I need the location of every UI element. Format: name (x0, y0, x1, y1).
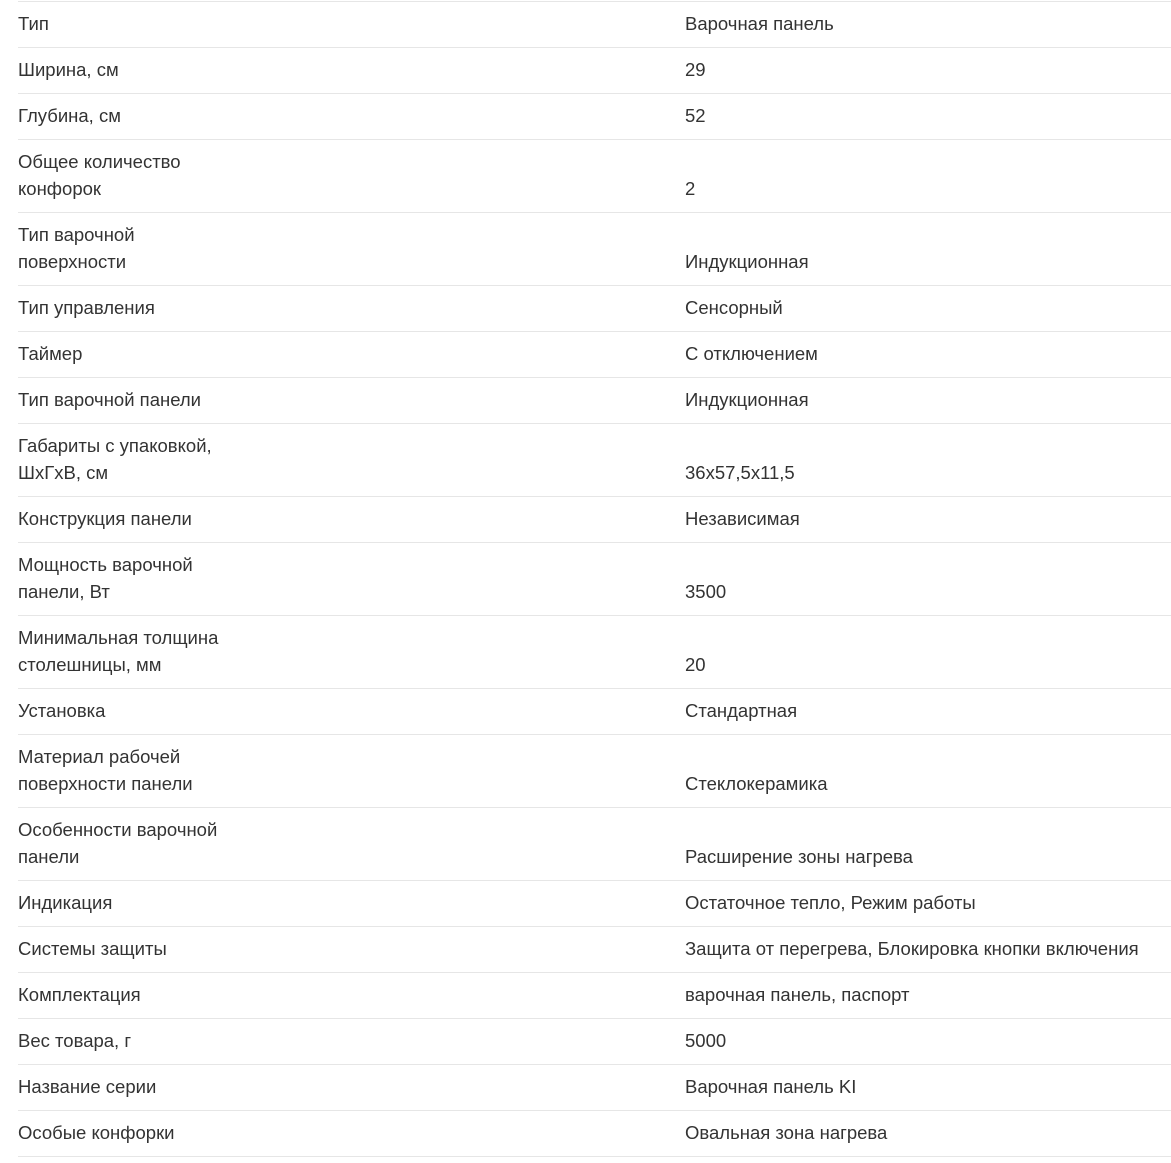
spec-value: С отключением (685, 343, 818, 364)
spec-value: Независимая (685, 508, 800, 529)
spec-label: Конструкция панели (18, 508, 192, 529)
spec-label: Вес товара, г (18, 1030, 132, 1051)
spec-value: Стеклокерамика (685, 773, 828, 794)
spec-row-depth (18, 94, 1171, 140)
spec-label: Общее количество конфорок (18, 151, 181, 199)
spec-label: Системы защиты (18, 938, 167, 959)
spec-row-package-dimensions (18, 424, 1171, 497)
spec-label: Таймер (18, 343, 83, 364)
spec-label: Тип варочной панели (18, 389, 202, 410)
spec-value: 36x57,5x11,5 (685, 462, 795, 483)
spec-label: Глубина, см (18, 105, 121, 126)
spec-label: Тип управления (18, 297, 155, 318)
spec-row-countertop-thickness (18, 616, 1171, 689)
spec-value: Остаточное тепло, Режим работы (685, 892, 976, 913)
spec-label: Комплектация (18, 984, 141, 1005)
spec-row-protection (18, 927, 1171, 973)
spec-value: 20 (685, 654, 706, 675)
spec-label: Габариты с упаковкой, ШхГхВ, см (18, 435, 212, 483)
spec-row-construction (18, 497, 1171, 543)
spec-row-package-contents (18, 973, 1171, 1019)
spec-label: Название серии (18, 1076, 157, 1097)
spec-value: варочная панель, паспорт (685, 984, 910, 1005)
spec-row-width (18, 48, 1171, 94)
spec-value: 52 (685, 105, 706, 126)
spec-row-surface-material (18, 735, 1171, 808)
spec-label: Установка (18, 700, 106, 721)
spec-row-burners (18, 140, 1171, 213)
spec-row-surface-type (18, 213, 1171, 286)
spec-table (18, 1, 1171, 1157)
spec-row-power (18, 543, 1171, 616)
spec-label: Особенности варочной панели (18, 819, 218, 867)
spec-value: 2 (685, 178, 696, 199)
spec-value: Варочная панель KI (685, 1076, 857, 1097)
spec-label: Мощность варочной панели, Вт (18, 554, 193, 602)
spec-label: Минимальная толщина столешницы, мм (18, 627, 219, 675)
spec-value: 29 (685, 59, 706, 80)
spec-label: Тип (18, 13, 49, 34)
spec-row-panel-type (18, 378, 1171, 424)
spec-row-installation (18, 689, 1171, 735)
spec-row-control-type (18, 286, 1171, 332)
spec-label: Материал рабочей поверхности панели (18, 746, 193, 794)
spec-row-features (18, 808, 1171, 881)
spec-row-series-name (18, 1065, 1171, 1111)
spec-value: 3500 (685, 581, 727, 602)
spec-row-weight (18, 1019, 1171, 1065)
spec-row-special-burners (18, 1111, 1171, 1157)
spec-value: Расширение зоны нагрева (685, 846, 913, 867)
spec-value: Овальная зона нагрева (685, 1122, 888, 1143)
spec-value: 5000 (685, 1030, 727, 1051)
spec-value: Индукционная (685, 251, 809, 272)
spec-label: Ширина, см (18, 59, 119, 80)
spec-label: Тип варочной поверхности (18, 224, 135, 272)
spec-row-indication (18, 881, 1171, 927)
spec-value: Стандартная (685, 700, 798, 721)
spec-row-type (18, 2, 1171, 48)
spec-label: Индикация (18, 892, 113, 913)
spec-value: Защита от перегрева, Блокировка кнопки включения (685, 938, 1139, 959)
spec-value: Индукционная (685, 389, 809, 410)
spec-label: Особые конфорки (18, 1122, 175, 1143)
spec-value: Варочная панель (685, 13, 834, 34)
spec-row-timer (18, 332, 1171, 378)
spec-value: Сенсорный (685, 297, 783, 318)
